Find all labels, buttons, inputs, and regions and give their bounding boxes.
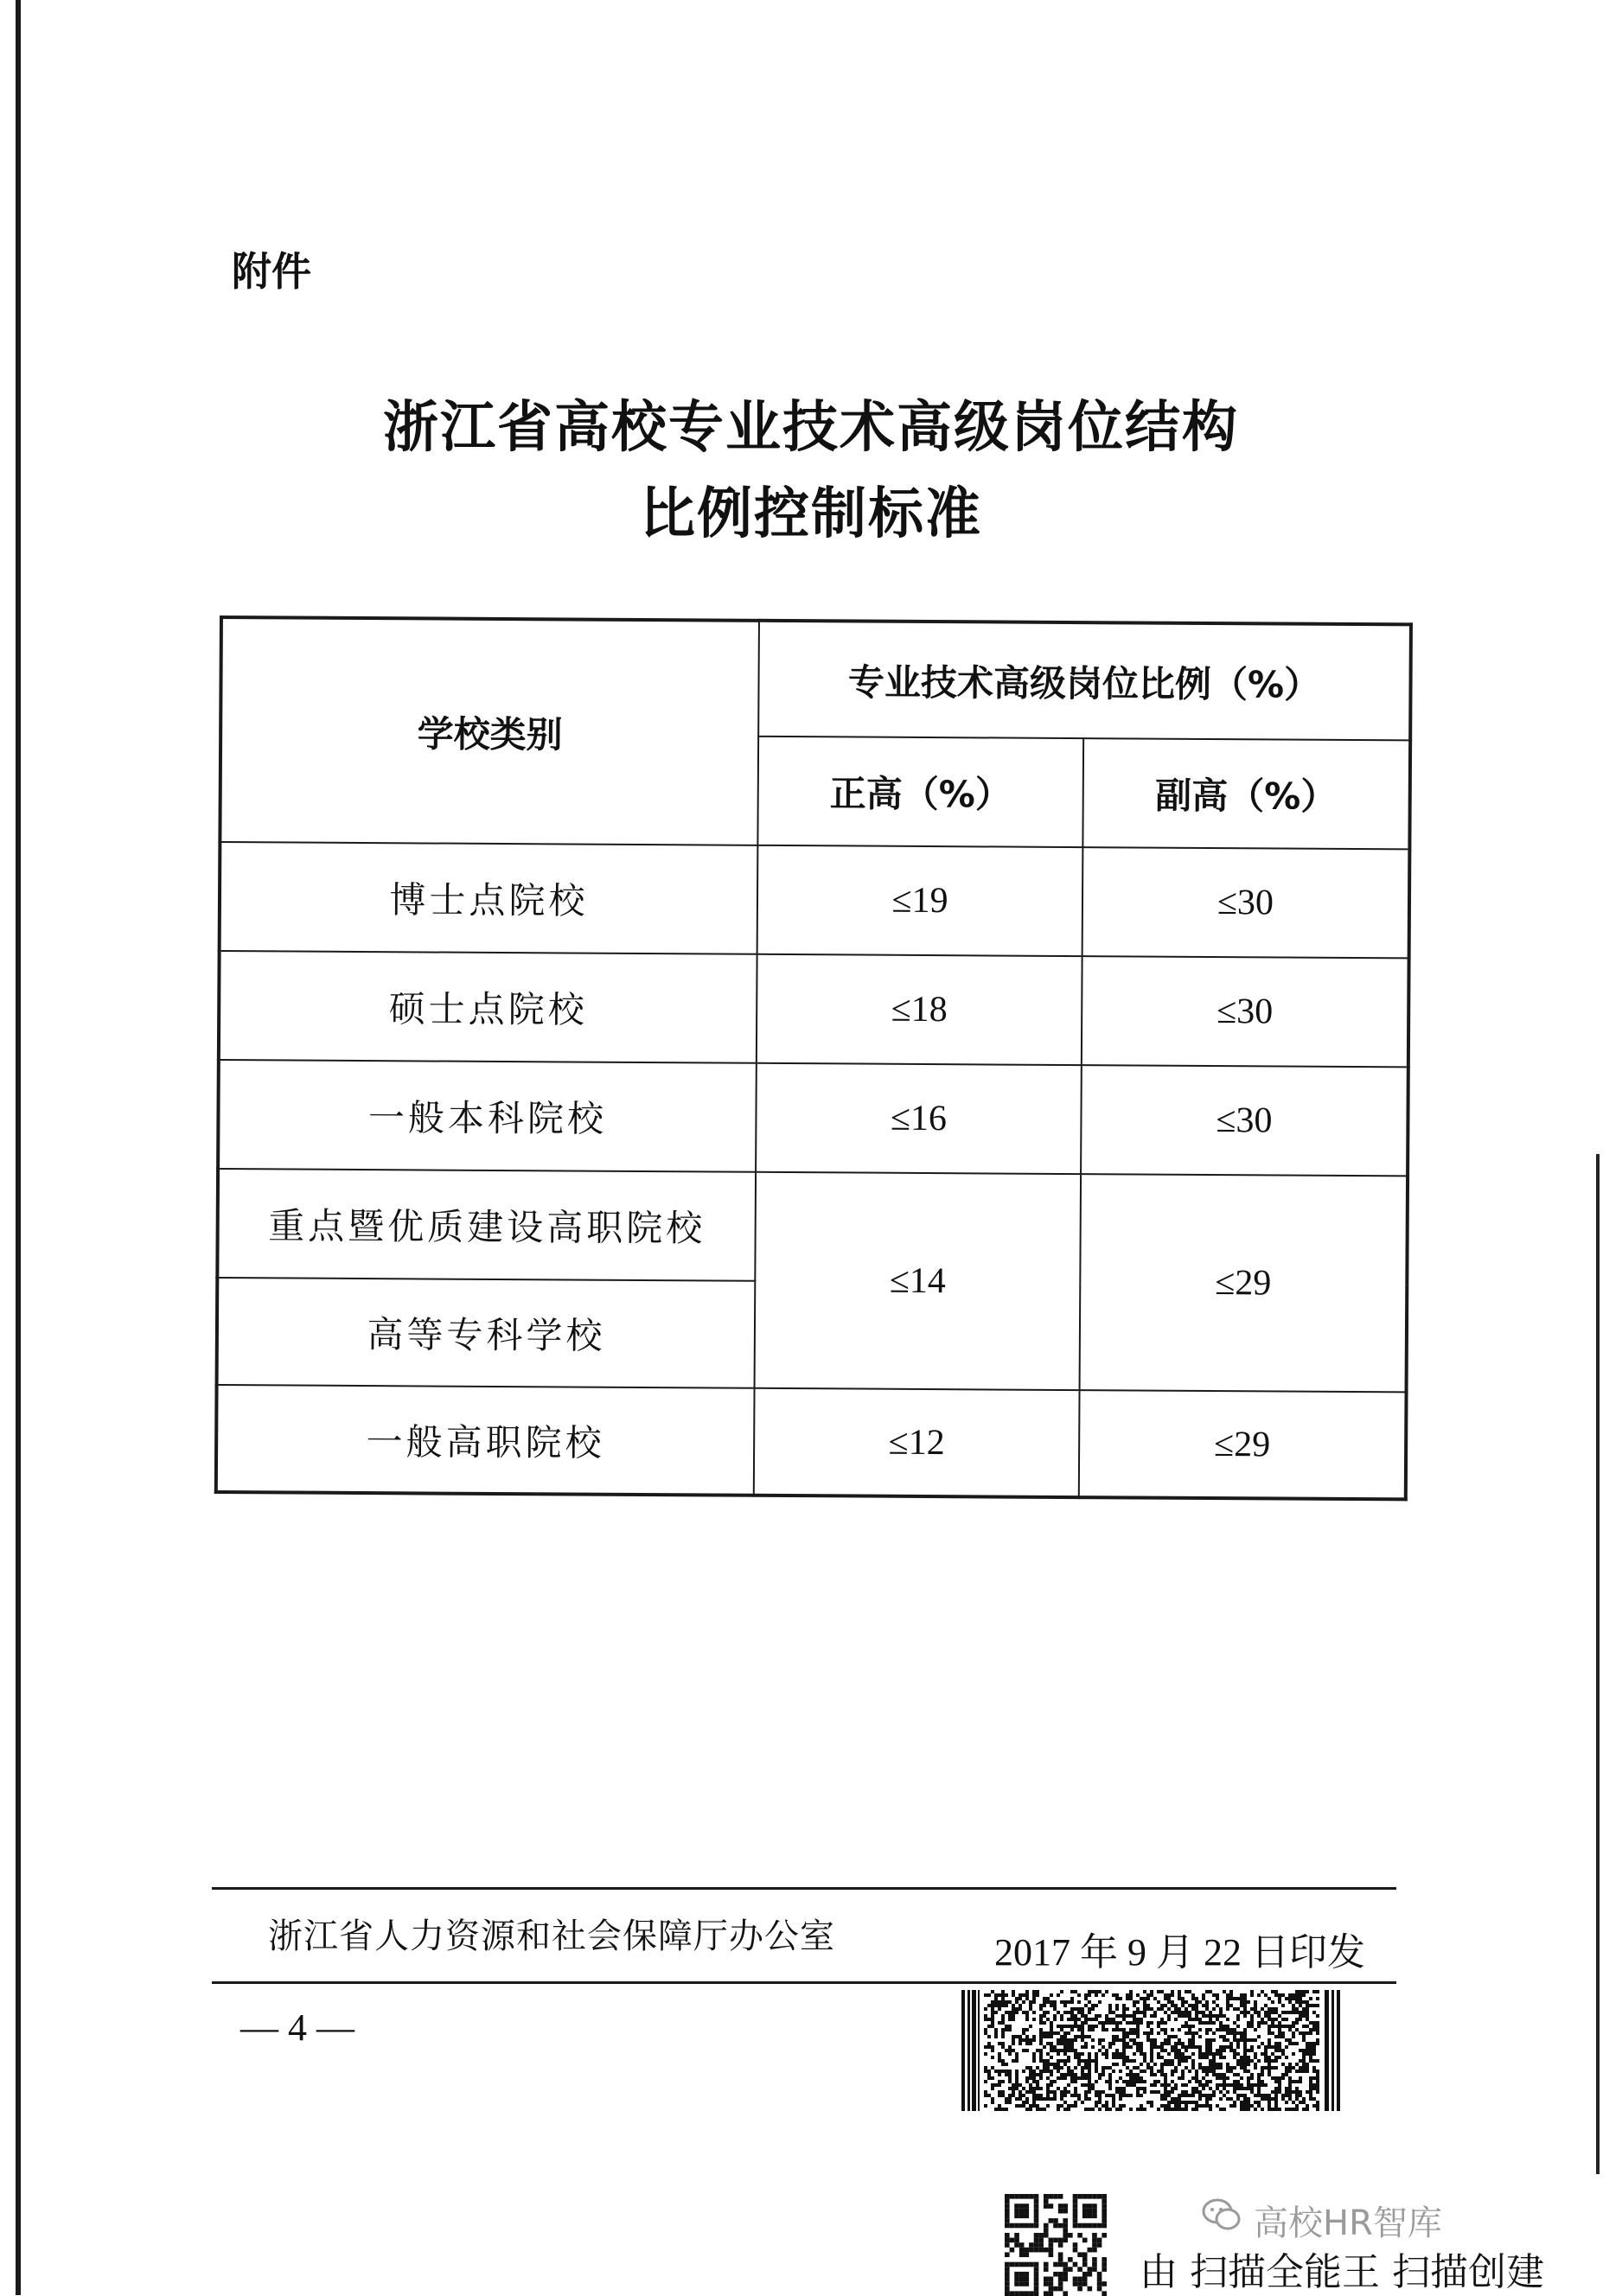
- header-senior: 正高（%）: [757, 737, 1083, 847]
- ratio-table-wrapper: [214, 615, 1409, 1497]
- annex-label: 附件: [232, 248, 311, 295]
- row-category: 重点暨优质建设高职院校: [217, 1169, 756, 1281]
- header-ratio-group: 专业技术高级岗位比例（%）: [758, 621, 1411, 741]
- row-category: 一般高职院校: [216, 1385, 755, 1496]
- table-row: [216, 1385, 1407, 1499]
- row-category: 一般本科院校: [218, 1060, 757, 1172]
- table-row: [220, 842, 1410, 958]
- issue-date: 2017 年 9 月 22 日印发: [994, 1931, 1365, 1974]
- table-row: [217, 1169, 1408, 1285]
- title-line-2: 比例控制标准: [640, 482, 982, 546]
- page-number: — 4 —: [240, 2006, 354, 2049]
- table-row: [218, 1060, 1408, 1176]
- barcode-image: [961, 1990, 1342, 2111]
- table-row: [219, 951, 1409, 1067]
- row-senior-ratio: ≤12: [754, 1388, 1080, 1497]
- row-associate-ratio: ≤29: [1079, 1390, 1407, 1499]
- row-category: 硕士点院校: [219, 951, 757, 1063]
- footer-rule-bottom: [212, 1981, 1396, 1984]
- header-associate: 副高（%）: [1082, 738, 1410, 849]
- row-associate-ratio: ≤30: [1082, 956, 1409, 1067]
- header-category: 学校类别: [220, 617, 759, 845]
- issuer-name: 浙江省人力资源和社会保障厅办公室: [268, 1917, 835, 1956]
- row-senior-ratio: ≤19: [757, 845, 1083, 956]
- ratio-table: [214, 615, 1413, 1501]
- qr-code-image: [1005, 2194, 1107, 2296]
- scan-edge-left: [16, 0, 21, 2295]
- row-senior-ratio: ≤18: [757, 954, 1082, 1065]
- wechat-icon: [1202, 2197, 1242, 2232]
- row-associate-ratio: ≤30: [1081, 1065, 1408, 1176]
- watermark-text: 高校HR智库: [1254, 2204, 1442, 2243]
- row-senior-ratio: ≤14: [755, 1172, 1082, 1390]
- row-associate-ratio: ≤30: [1082, 847, 1410, 958]
- row-associate-ratio: ≤29: [1080, 1174, 1408, 1392]
- footer-rule-top: [212, 1887, 1396, 1890]
- scan-edge-right: [1596, 1154, 1600, 2174]
- row-category: 高等专科学校: [217, 1278, 756, 1388]
- document-title: [0, 385, 1622, 558]
- row-senior-ratio: ≤16: [756, 1063, 1082, 1174]
- row-category: 博士点院校: [220, 842, 758, 954]
- scanner-note: 由 扫描全能王 扫描创建: [1140, 2250, 1544, 2294]
- title-line-1: 浙江省高校专业技术高级岗位结构: [383, 396, 1239, 460]
